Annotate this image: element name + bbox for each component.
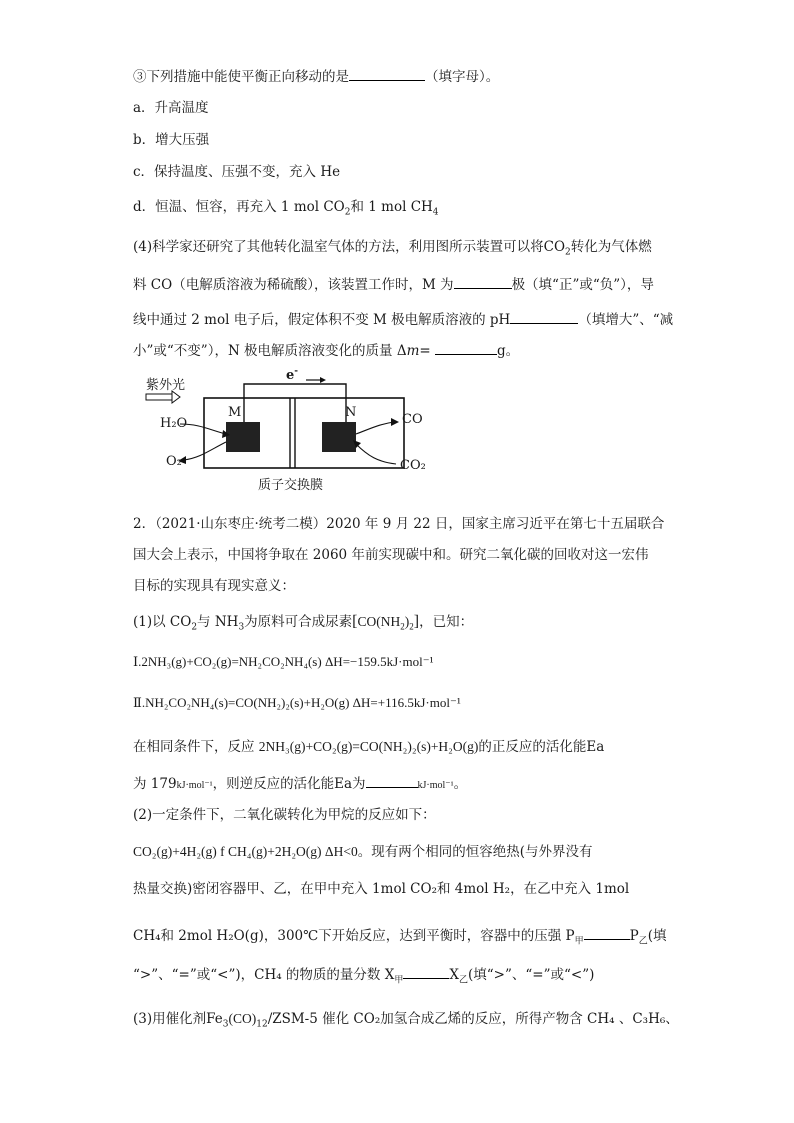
co-out-curve [356, 422, 394, 434]
p2-line-11: 热量交换)密闭容器甲、乙，在甲中充入 1mol CO₂和 4mol H₂，在乙中充入 1mol [133, 881, 630, 897]
h2o-label: H₂O [160, 416, 188, 431]
m-label: M [228, 405, 242, 420]
q4-line-3: 线中通过 2 mol 电子后，假定体积不变 M 极电解质溶液的 pH （填增大”、“减 [133, 309, 673, 329]
p2-line-9: (2)一定条件下，二氧化碳转化为甲烷的反应如下： [133, 807, 436, 823]
answer-blank-fraction[interactable] [403, 964, 449, 979]
electron-label: e- [286, 366, 299, 383]
p2-line-4: (1)以 $CO_2$与 $NH_3$为原料可合成尿素$[CO(NH_2)_2]$，已知： [133, 613, 474, 633]
q3-prompt-line: ③下列措施中能使平衡正向移动的是 （填字母）。 [133, 66, 499, 86]
electrode-m [226, 422, 260, 452]
co2-label: CO₂ [400, 458, 426, 473]
o2-out-curve [184, 442, 226, 460]
p2-line-7: 在相同条件下，反应 2NH₃(g)+CO₂(g)=CO(NH₂)₂(s)+H₂O(g)的正反应的活化能Ea [133, 739, 605, 755]
option-d: d．恒温、恒容，再充入 1 mol $CO_2$和 1 mol $CH_4$ [133, 199, 439, 218]
answer-blank-m-pole[interactable] [454, 274, 512, 289]
membrane-label: 质子交换膜 [258, 478, 324, 493]
equation-1: Ⅰ.2NH₃(g)+CO₂(g)=NH₂CO₂NH₄(s) ΔH=−159.5kJ·mol⁻¹ [133, 654, 434, 669]
p2-line-3: 目标的实现具有现实意义： [133, 578, 295, 594]
o2-label: O₂ [166, 454, 182, 469]
p2-line-13: “>”、“=”或“<”)，CH₄ 的物质的量分数 $X_甲$ $X_乙$(填“>”、“=”或“<”) [133, 964, 594, 984]
q4-line-1: (4)科学家还研究了其他转化温室气体的方法，利用图所示装置可以将$CO_2$转化为气体燃 [133, 239, 652, 258]
n-label: N [345, 405, 357, 420]
electrode-n [322, 422, 356, 452]
answer-blank-ph[interactable] [510, 309, 578, 324]
option-c: c．保持温度、压强不变，充入 He [133, 164, 341, 180]
p2-line-2: 国大会上表示，中国将争取在 2060 年前实现碳中和。研究二氧化碳的回收对这一宏伟 [133, 547, 649, 563]
option-b: b．增大压强 [133, 132, 210, 148]
electron-arrow-head [320, 377, 326, 383]
co-out-arrow [391, 418, 399, 426]
answer-blank-mass[interactable] [435, 340, 497, 355]
electrolysis-cell-diagram [140, 366, 440, 493]
option-a: a．升高温度 [133, 100, 209, 116]
uv-light-label: 紫外光 [146, 378, 186, 393]
q4-line-4: 小”或“不变”），N 极电解质溶液变化的质量 Δm= g。 [133, 340, 519, 360]
uv-arrow-body [146, 394, 172, 400]
q4-line-2: 料 CO（电解质溶液为稀硫酸），该装置工作时，M 为 极（填“正”或“负”），导 [133, 274, 654, 294]
p2-line-12: CH₄和 2mol H₂O(g)，300℃下开始反应，达到平衡时，容器中的压强 $P_甲$ $P_乙$(填 [133, 925, 667, 945]
p2-line-10: CO₂(g)+4H₂(g) f CH₄(g)+2H₂O(g) ΔH<0。现有两个相同的恒容绝热(与外界没有 [133, 844, 593, 860]
p2-line-8: 为 179kJ·mol⁻¹，则逆反应的活化能Ea为 kJ·mol⁻¹。 [133, 773, 467, 795]
p2-line-14: (3)用催化剂$Fe_3(CO)_{12}/ZSM-5$ 催化 CO₂加氢合成乙烯的反应，所得产物含 CH₄ 、C₃H₆、 [133, 1011, 679, 1030]
equation-2: Ⅱ.NH₂CO₂NH₄(s)=CO(NH₂)₂(s)+H₂O(g) ΔH=+116.5kJ·mol⁻¹ [133, 695, 461, 710]
co2-in-curve [356, 444, 396, 464]
p2-line-1: 2．（2021·山东枣庄·统考二模）2020 年 9 月 22 日，国家主席习近平在第七十五届联合 [133, 516, 665, 532]
answer-blank-q3[interactable] [349, 66, 425, 81]
answer-blank-pressure[interactable] [584, 925, 630, 940]
co-label: CO [402, 412, 423, 427]
answer-blank-ea[interactable] [366, 773, 418, 788]
